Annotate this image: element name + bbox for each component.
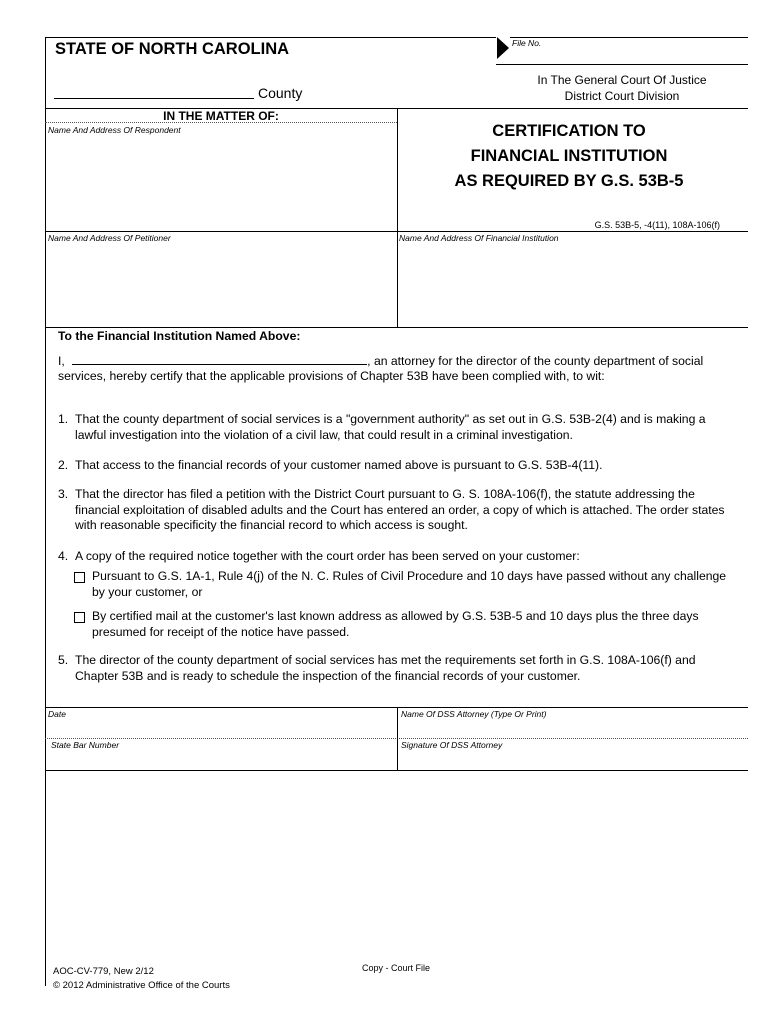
option-text: Pursuant to G.S. 1A-1, Rule 4(j) of the N. C. Rules of Civil Procedure and 10 days have passed without any challenge by your customer, or [92,569,727,599]
item-number: 1. [58,412,69,426]
form-title-line2: FINANCIAL INSTITUTION [470,147,668,165]
attorney-signature-label: Signature Of DSS Attorney [401,740,503,750]
statute-reference: G.S. 53B-5, -4(11), 108A-106(f) [594,220,720,230]
item-text: That the county department of social services is a "government authority" as set out in G.S. 53B-2(4) and is making a lawful investigation into the violation of a civil law, that could result in a criminal investigation. [75,412,706,442]
intro-rest: , an attorney for the director of the county department of social [367,354,704,368]
file-no-label: File No. [512,38,542,48]
certification-intro-line1 [58,353,703,370]
top-border-left [45,37,496,38]
file-no-field[interactable] [512,37,746,63]
item-text: A copy of the required notice together with the court order has been served on your customer: [75,549,580,563]
list-item [58,412,738,443]
state-heading: STATE OF NORTH CAROLINA [55,40,290,58]
attorney-name-label: Name Of DSS Attorney (Type Or Print) [401,709,547,719]
list-item [58,549,738,565]
matter-heading: IN THE MATTER OF: [163,109,279,123]
court-line2: District Court Division [564,89,680,103]
certification-intro-line2: services, hereby certify that the applicable provisions of Chapter 53B have been complied with, to wit: [58,369,605,383]
intro-prefix: I, [58,354,65,368]
attorney-name-field[interactable] [401,720,745,736]
option-certified-mail-checkbox[interactable] [74,612,85,623]
petitioner-field[interactable] [48,244,393,324]
form-id: AOC-CV-779, New 2/12 [53,966,154,977]
copy-note: Copy - Court File [362,963,431,973]
item-number: 3. [58,487,69,501]
form-title-line3: AS REQUIRED BY G.S. 53B-5 [454,172,684,190]
county-label: County [258,85,303,101]
item-number: 5. [58,653,69,667]
county-blank[interactable] [54,98,254,99]
respondent-field[interactable] [48,136,393,228]
parties-bottom-border [45,327,748,328]
list-item [58,653,738,684]
state-bar-label: State Bar Number [51,740,120,750]
petitioner-label: Name And Address Of Petitioner [48,233,171,243]
signature-bottom-border [45,770,748,771]
financial-institution-field[interactable] [399,244,745,324]
copyright: © 2012 Administrative Office of the Courts [53,980,230,991]
signature-column-divider [397,707,398,770]
date-label: Date [48,709,66,719]
option-rule-4j-checkbox[interactable] [74,572,85,583]
left-border [45,37,46,986]
item-number: 2. [58,458,69,472]
item-text: That access to the financial records of your customer named above is pursuant to G.S. 53B-4(11). [75,458,603,472]
item-text: That the director has filed a petition with the District Court pursuant to G. S. 108A-106(f), the statute addressing the financial exploitation of disabled adults and the Court has entered an order, a copy of which is attached. The order states with reasonable specificity the financial record to which access is sought. [75,487,725,532]
option-rule-4j [74,569,734,600]
list-item [58,458,738,474]
file-no-underline [496,64,748,65]
date-field[interactable] [48,720,393,736]
court-line1: In The General Court Of Justice [537,73,707,87]
item-text: The director of the county department of social services has met the requirements set forth in G.S. 108A-106(f) and Chapter 53B and is ready to schedule the inspection of the financial records of your customer. [75,653,696,683]
state-bar-field[interactable] [48,751,393,768]
addressee-heading: To the Financial Institution Named Above: [58,329,301,343]
item-number: 4. [58,549,69,563]
respondent-divider [45,231,748,232]
attorney-signature-field[interactable] [401,751,745,768]
option-text: By certified mail at the customer's last known address as allowed by G.S. 53B-5 and 10 days plus the three days presumed for receipt of the notice have passed. [92,609,699,639]
respondent-label: Name And Address Of Respondent [48,125,181,135]
file-no-arrow-icon [497,37,511,61]
attorney-name-blank[interactable] [72,353,367,365]
form-title-line1: CERTIFICATION TO [492,122,646,140]
financial-institution-label: Name And Address Of Financial Institution [399,233,559,243]
list-item [58,487,738,534]
option-certified-mail [74,609,734,640]
